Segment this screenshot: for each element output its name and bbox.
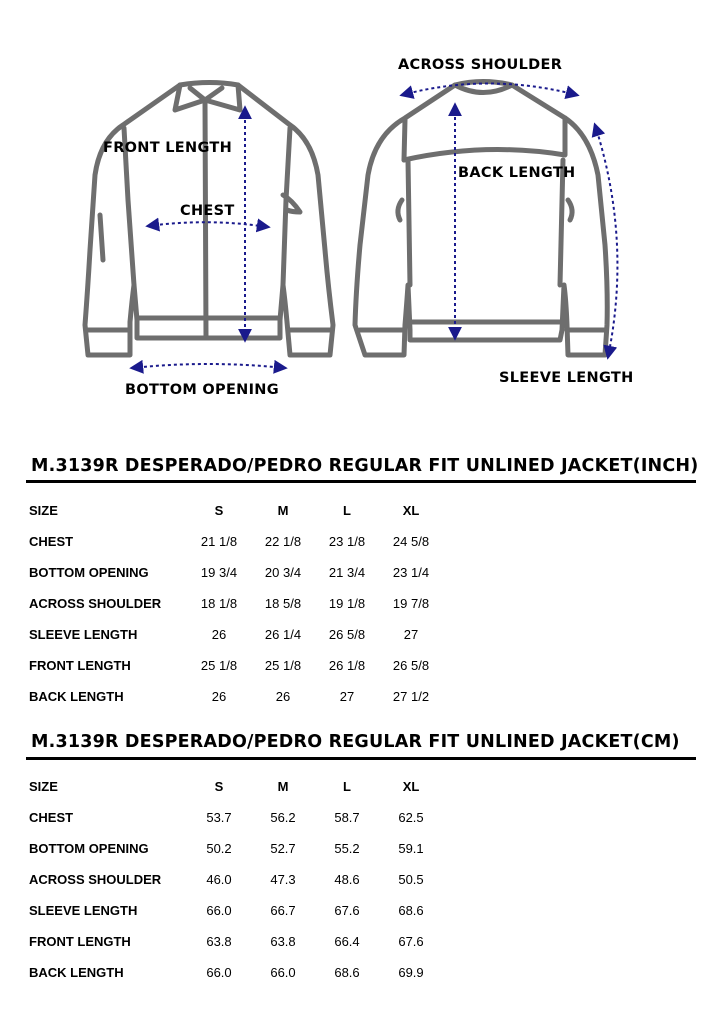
cell: 21 1/8 bbox=[200, 534, 238, 549]
row-label: ACROSS SHOULDER bbox=[29, 596, 162, 611]
cell: 68.6 bbox=[334, 965, 360, 980]
header-cell: M bbox=[277, 503, 289, 518]
table-title: M.3139R DESPERADO/PEDRO REGULAR FIT UNLINED JACKET(INCH) bbox=[31, 456, 699, 476]
label-front-length: FRONT LENGTH bbox=[103, 140, 233, 156]
row-label: CHEST bbox=[29, 810, 74, 825]
cell: 66.7 bbox=[270, 903, 296, 918]
cell: 27 bbox=[403, 627, 419, 642]
cell: 19 1/8 bbox=[328, 596, 366, 611]
cell: 50.5 bbox=[398, 872, 424, 887]
row-label: SLEEVE LENGTH bbox=[29, 627, 138, 642]
cell: 55.2 bbox=[334, 841, 360, 856]
header-cell: M bbox=[277, 779, 289, 794]
divider bbox=[26, 757, 696, 760]
cell: 58.7 bbox=[334, 810, 360, 825]
row-label: FRONT LENGTH bbox=[29, 658, 131, 673]
cell: 25 1/8 bbox=[264, 658, 302, 673]
cell: 66.4 bbox=[334, 934, 360, 949]
label-across-shoulder: ACROSS SHOULDER bbox=[398, 57, 563, 73]
bottom-opening-arrow bbox=[132, 364, 285, 368]
header-cell: L bbox=[343, 503, 351, 518]
cell: 26 bbox=[211, 689, 227, 704]
cell: 53.7 bbox=[206, 810, 232, 825]
table-row bbox=[26, 650, 443, 681]
size-table bbox=[26, 495, 443, 712]
row-label: BOTTOM OPENING bbox=[29, 565, 149, 580]
cell: 19 7/8 bbox=[392, 596, 430, 611]
row-label: CHEST bbox=[29, 534, 74, 549]
cell: 48.6 bbox=[334, 872, 360, 887]
size-table bbox=[26, 771, 443, 988]
header-cell: XL bbox=[402, 779, 420, 794]
cell: 69.9 bbox=[398, 965, 424, 980]
header-cell: S bbox=[214, 779, 224, 794]
row-label: ACROSS SHOULDER bbox=[29, 872, 162, 887]
cell: 63.8 bbox=[270, 934, 296, 949]
label-back-length: BACK LENGTH bbox=[458, 165, 576, 181]
cell: 46.0 bbox=[206, 872, 232, 887]
cell: 21 3/4 bbox=[328, 565, 366, 580]
cell: 52.7 bbox=[270, 841, 296, 856]
cell: 50.2 bbox=[206, 841, 232, 856]
jacket-back-icon bbox=[355, 82, 607, 356]
row-label: BACK LENGTH bbox=[29, 965, 124, 980]
row-label: BACK LENGTH bbox=[29, 689, 124, 704]
cell: 23 1/8 bbox=[328, 534, 366, 549]
cell: 59.1 bbox=[398, 841, 424, 856]
cell: 26 5/8 bbox=[328, 627, 366, 642]
cell: 22 1/8 bbox=[264, 534, 302, 549]
cell: 63.8 bbox=[206, 934, 232, 949]
cell: 56.2 bbox=[270, 810, 296, 825]
table-row bbox=[26, 557, 443, 588]
header-cell: S bbox=[214, 503, 224, 518]
cell: 26 5/8 bbox=[392, 658, 430, 673]
table-row bbox=[26, 526, 443, 557]
table-row bbox=[26, 681, 443, 712]
divider bbox=[26, 480, 696, 483]
cell: 26 1/4 bbox=[264, 627, 302, 642]
cell: 66.0 bbox=[270, 965, 296, 980]
table-row bbox=[26, 619, 443, 650]
row-label: FRONT LENGTH bbox=[29, 934, 131, 949]
cell: 27 1/2 bbox=[392, 689, 430, 704]
header-cell: SIZE bbox=[29, 779, 58, 794]
cell: 66.0 bbox=[206, 903, 232, 918]
cell: 20 3/4 bbox=[264, 565, 302, 580]
table-row bbox=[26, 957, 443, 988]
cell: 19 3/4 bbox=[200, 565, 238, 580]
cell: 18 5/8 bbox=[264, 596, 302, 611]
cell: 25 1/8 bbox=[200, 658, 238, 673]
label-bottom-opening: BOTTOM OPENING bbox=[125, 382, 279, 398]
header-cell: SIZE bbox=[29, 503, 58, 518]
cell: 67.6 bbox=[398, 934, 424, 949]
cell: 18 1/8 bbox=[200, 596, 238, 611]
header-cell: L bbox=[343, 779, 351, 794]
table-row bbox=[26, 802, 443, 833]
table-title: M.3139R DESPERADO/PEDRO REGULAR FIT UNLINED JACKET(CM) bbox=[31, 732, 680, 752]
measurement-diagram bbox=[0, 0, 723, 420]
cell: 26 bbox=[211, 627, 227, 642]
cell: 67.6 bbox=[334, 903, 360, 918]
row-label: BOTTOM OPENING bbox=[29, 841, 149, 856]
row-label: SLEEVE LENGTH bbox=[29, 903, 138, 918]
label-chest: CHEST bbox=[180, 203, 235, 219]
cell: 62.5 bbox=[398, 810, 424, 825]
cell: 27 bbox=[339, 689, 355, 704]
cell: 47.3 bbox=[270, 872, 296, 887]
table-row bbox=[26, 864, 443, 895]
table-row bbox=[26, 926, 443, 957]
cell: 24 5/8 bbox=[392, 534, 430, 549]
cell: 26 1/8 bbox=[328, 658, 366, 673]
cell: 23 1/4 bbox=[392, 565, 430, 580]
table-header-row bbox=[26, 495, 443, 526]
cell: 68.6 bbox=[398, 903, 424, 918]
header-cell: XL bbox=[402, 503, 420, 518]
table-row bbox=[26, 895, 443, 926]
cell: 26 bbox=[275, 689, 291, 704]
table-row bbox=[26, 833, 443, 864]
cell: 66.0 bbox=[206, 965, 232, 980]
table-row bbox=[26, 588, 443, 619]
label-sleeve-length: SLEEVE LENGTH bbox=[499, 370, 634, 386]
table-header-row bbox=[26, 771, 443, 802]
